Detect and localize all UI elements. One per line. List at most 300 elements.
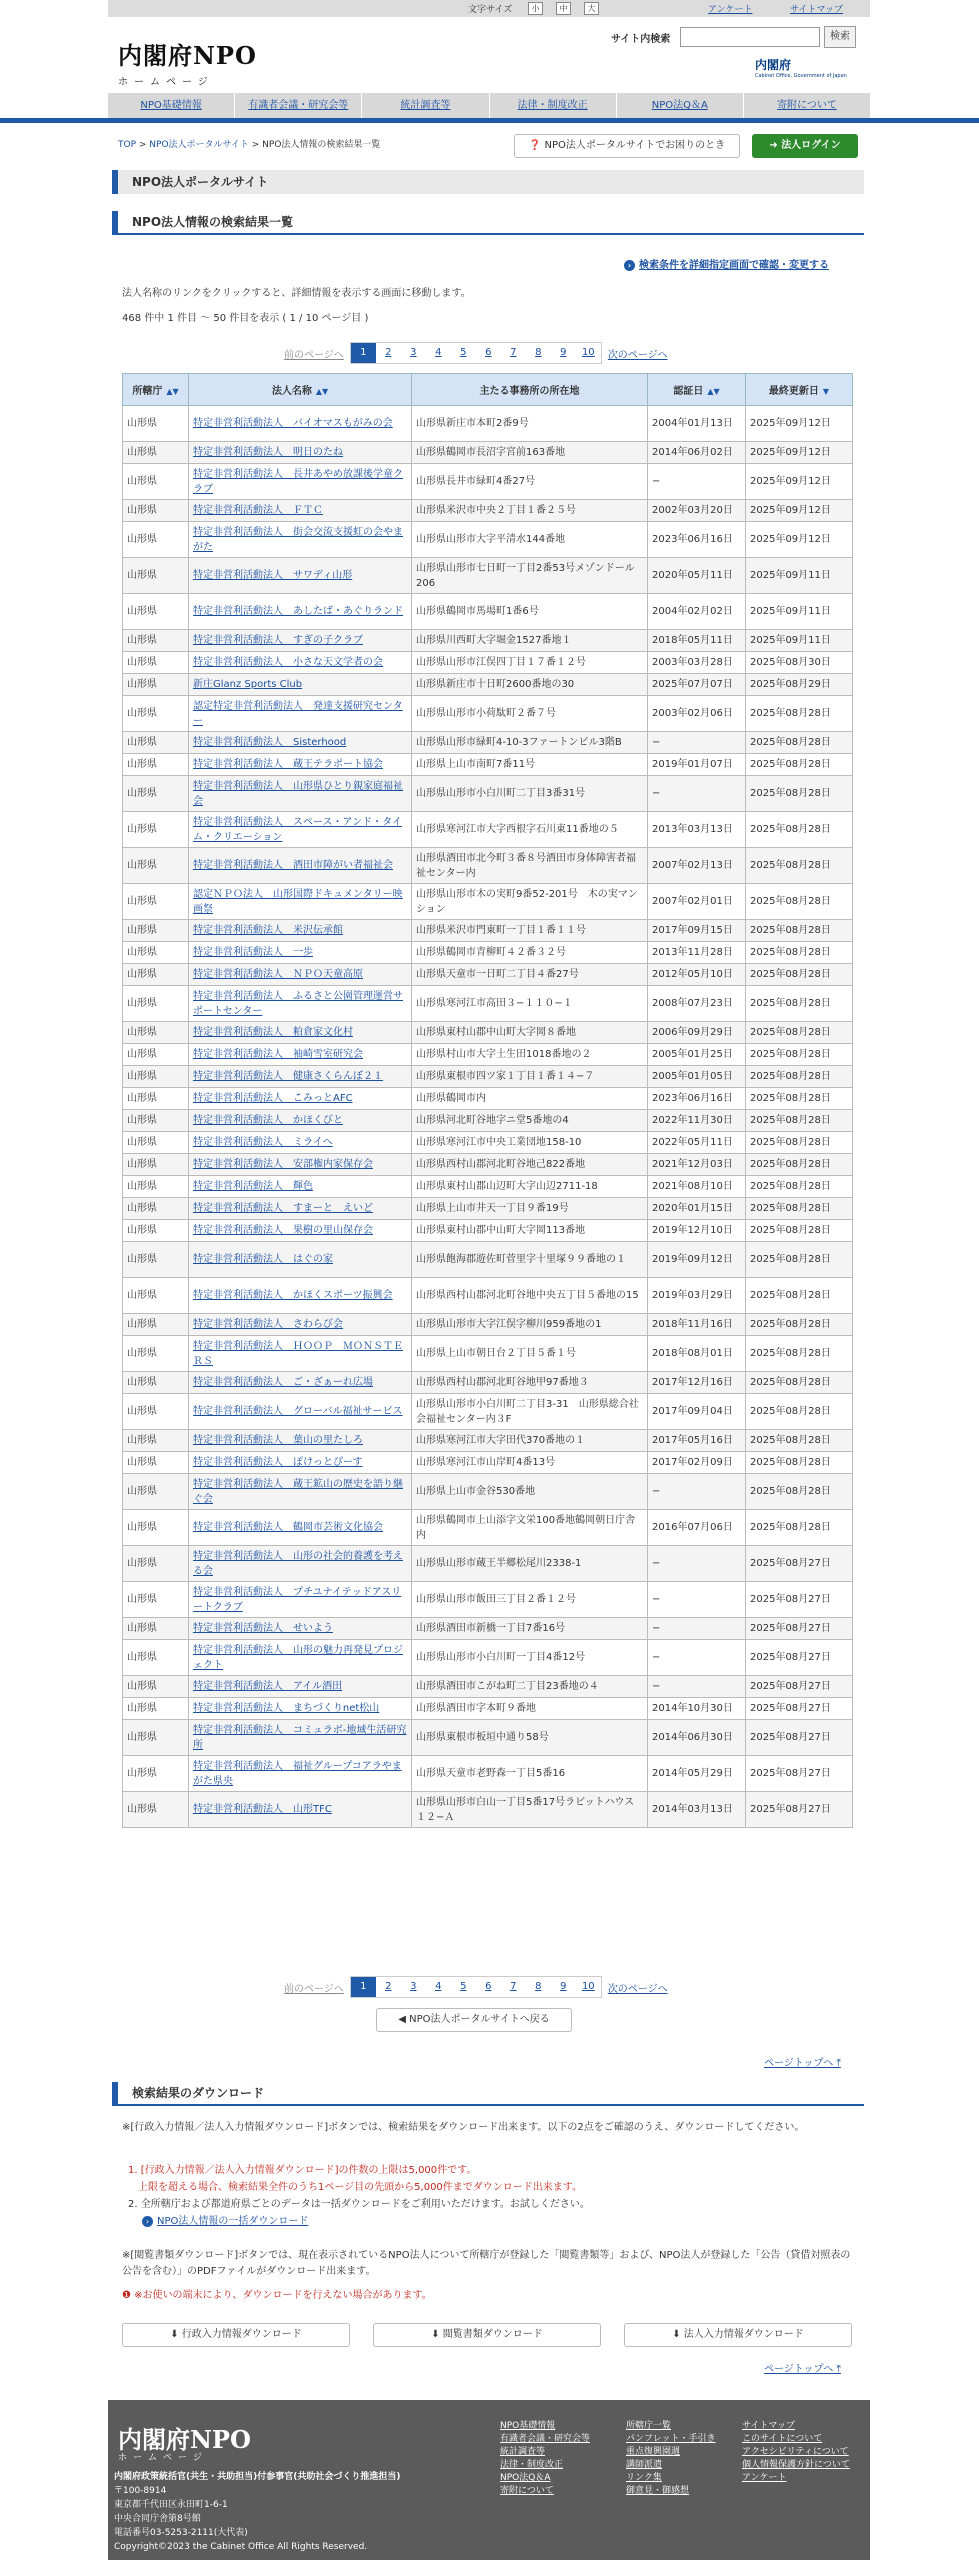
corp-name-link[interactable]: 特定非営利活動法人 すぎの子クラブ: [193, 635, 363, 646]
sitemap-link[interactable]: サイトマップ: [790, 5, 844, 15]
footer-link[interactable]: 有識者会議・研究会等: [500, 2434, 591, 2444]
cell-updated: 2025年09月11日: [746, 594, 853, 630]
table-row: [123, 1640, 853, 1676]
footer-link[interactable]: このサイトについて: [742, 2434, 823, 2444]
chevron-right-icon: ›: [624, 260, 635, 271]
table-row: [123, 630, 853, 652]
table-row: [123, 1110, 853, 1132]
pager-numbers: [350, 1976, 602, 1998]
corp-name-link[interactable]: 特定非営利活動法人 健康さくらんぼ２１: [193, 1071, 383, 1082]
corp-name-link[interactable]: 特定非営利活動法人 蔵王テラポート協会: [193, 759, 383, 770]
pager-page-5[interactable]: 5: [460, 1981, 467, 1992]
cell-authority: 山形県: [123, 652, 189, 674]
cell-address: 山形県新庄市十日町2600番地の30: [412, 674, 648, 696]
cell-cert-date: 2002年03月20日: [648, 500, 746, 522]
pager-next[interactable]: 次のページへ: [607, 1983, 668, 1995]
corp-name-link[interactable]: 特定非営利活動法人 Sisterhood: [193, 737, 347, 748]
cell-address: 山形県東村山郡中山町大字岡８番地: [412, 1022, 648, 1044]
pager-numbers: [350, 342, 602, 364]
cell-address: 山形県山形市白山一丁目5番17号ラビットハウス１２−Ａ: [412, 1792, 648, 1828]
pager-page-4[interactable]: 4: [435, 1981, 442, 1992]
cell-cert-date: 2014年03月13日: [648, 1792, 746, 1828]
footer-link[interactable]: 所轄庁一覧: [626, 2421, 672, 2431]
footer-link[interactable]: 講師派遣: [626, 2460, 663, 2470]
font-size-label: 文字サイズ: [468, 5, 513, 15]
gnav-qa[interactable]: NPO法Q＆A: [617, 93, 744, 119]
cell-updated: 2025年08月27日: [746, 1582, 853, 1618]
cell-updated: 2025年08月28日: [746, 1372, 853, 1394]
cell-address: 山形県天童市老野森一丁目5番16: [412, 1756, 648, 1792]
th-authority[interactable]: [123, 374, 189, 406]
corp-name-link[interactable]: 特定非営利活動法人 グローバル福祉サービス: [193, 1406, 403, 1417]
corp-name-link[interactable]: 特定非営利活動法人 プチユナイテッドアスリートクラブ: [193, 1586, 402, 1613]
corp-name-link[interactable]: 特定非営利活動法人 スペース・アンド・タイム・クリエーション: [193, 816, 402, 843]
cell-name: [189, 848, 412, 884]
table-row: [123, 1132, 853, 1154]
survey-link[interactable]: アンケート: [708, 5, 753, 15]
cell-address: 山形県山形市緑町4-10-3ファートンビル3階B: [412, 732, 648, 754]
cell-address: 山形県村山市大字土生田1018番地の２: [412, 1044, 648, 1066]
pager-page-6[interactable]: 6: [485, 1981, 492, 1992]
table-row: [123, 1546, 853, 1582]
cell-updated: 2025年08月28日: [746, 1452, 853, 1474]
pager-bottom: [278, 1976, 674, 1998]
cell-address: 山形県寒河江市山岸町4番13号: [412, 1452, 648, 1474]
site-logo[interactable]: [118, 36, 268, 86]
table-row: [123, 1044, 853, 1066]
font-small-button[interactable]: 小: [528, 2, 543, 15]
corp-name-link[interactable]: 特定非営利活動法人 山形TFC: [193, 1804, 332, 1815]
cell-cert-date: 2020年01月15日: [648, 1198, 746, 1220]
pager-page-2[interactable]: 2: [385, 1981, 392, 1992]
cell-address: 山形県西村山郡河北町谷地甲97番地３: [412, 1372, 648, 1394]
cell-address: 山形県西村山郡河北町谷地己822番地: [412, 1154, 648, 1176]
global-nav: [108, 93, 870, 119]
corp-name-link[interactable]: 特定非営利活動法人 ＦＴＣ: [193, 505, 323, 516]
corp-name-link[interactable]: 特定非営利活動法人 はぐの家: [193, 1254, 333, 1265]
footer-link[interactable]: 重点復興園週: [626, 2447, 681, 2457]
cell-authority: 山形県: [123, 558, 189, 594]
font-large-button[interactable]: 大: [584, 2, 599, 15]
cell-cert-date: −: [648, 776, 746, 812]
cell-updated: 2025年08月29日: [746, 674, 853, 696]
pager-page-7[interactable]: 7: [510, 1981, 517, 1992]
cell-cert-date: −: [648, 1546, 746, 1582]
cell-cert-date: −: [648, 1640, 746, 1676]
download-icon: ⬇: [431, 2329, 443, 2340]
footer-link[interactable]: 法律・制度改正: [500, 2460, 564, 2470]
th-name-label: 法人名称: [271, 386, 312, 397]
cell-address: 山形県鶴岡市上山添字文栄100番地鶴岡朝日庁舎内: [412, 1510, 648, 1546]
corp-name-link[interactable]: 特定非営利活動法人 コミュラボ-地域生活研究所: [193, 1724, 407, 1751]
cell-name: [189, 630, 412, 652]
cell-authority: 山形県: [123, 1176, 189, 1198]
corp-name-link[interactable]: 新庄Glanz Sports Club: [193, 679, 303, 690]
cell-cert-date: 2004年02月02日: [648, 594, 746, 630]
footer-link[interactable]: 寄附について: [500, 2486, 554, 2496]
cell-name: [189, 986, 412, 1022]
corp-name-link[interactable]: 特定非営利活動法人 かほくスポーツ振興会: [193, 1290, 393, 1301]
corp-name-link[interactable]: 特定非営利活動法人 小さな天文学者の会: [193, 657, 383, 668]
cell-cert-date: −: [648, 1676, 746, 1698]
corp-name-link[interactable]: 特定非営利活動法人 山形の社会的養護を考える会: [193, 1550, 403, 1577]
search-input[interactable]: [680, 27, 820, 47]
cell-authority: 山形県: [123, 1452, 189, 1474]
cell-updated: 2025年09月11日: [746, 558, 853, 594]
cell-name: [189, 1546, 412, 1582]
cell-authority: 山形県: [123, 942, 189, 964]
cell-authority: 山形県: [123, 1546, 189, 1582]
pager-prev[interactable]: 前のページへ: [284, 1983, 344, 1995]
cell-address: 山形県新庄市本町2番9号: [412, 406, 648, 442]
table-row: [123, 1792, 853, 1828]
cell-updated: 2025年08月28日: [746, 1474, 853, 1510]
cell-name: [189, 1066, 412, 1088]
cell-name: [189, 594, 412, 630]
cell-updated: 2025年09月12日: [746, 522, 853, 558]
corp-name-link[interactable]: 特定非営利活動法人 まちづくりnet松山: [193, 1703, 380, 1714]
pager-page-8[interactable]: 8: [535, 1981, 542, 1992]
cell-name: [189, 1474, 412, 1510]
cell-name: [189, 1756, 412, 1792]
cell-cert-date: 2016年07月06日: [648, 1510, 746, 1546]
pager-page-1[interactable]: 1: [351, 343, 376, 363]
table-row: [123, 1242, 853, 1278]
cell-address: 山形県鶴岡市長沼字宮前163番地: [412, 442, 648, 464]
table-row: [123, 442, 853, 464]
gnav-statistics[interactable]: 統計調査等: [362, 93, 489, 119]
cell-cert-date: 2019年12月10日: [648, 1220, 746, 1242]
cell-updated: 2025年09月11日: [746, 630, 853, 652]
admin-info-download-button[interactable]: [122, 2323, 350, 2347]
cell-name: [189, 558, 412, 594]
cell-name: [189, 754, 412, 776]
download-icon: ⬇: [672, 2329, 684, 2340]
page-top-link[interactable]: [764, 2360, 841, 2375]
docs-download-button[interactable]: [373, 2323, 601, 2347]
corp-name-link[interactable]: 特定非営利活動法人 山形の魅力再発見プロジェクト: [193, 1644, 403, 1671]
footer-link[interactable]: NPO基礎情報: [500, 2421, 556, 2431]
corp-name-link[interactable]: 認定ＮＰＯ法人 山形国際ドキュメンタリー映画祭: [193, 888, 403, 915]
cell-name: [189, 1698, 412, 1720]
gnav-expert-meeting[interactable]: 有識者会議・研究会等: [235, 93, 362, 119]
cell-authority: 山形県: [123, 1110, 189, 1132]
pager-page-6[interactable]: 6: [485, 347, 492, 358]
sort-desc-icon: ▼: [822, 387, 830, 396]
cell-updated: 2025年08月28日: [746, 848, 853, 884]
gnav-law[interactable]: 法律・制度改正: [490, 93, 617, 119]
search-condition-label: 検索条件を詳細指定画面で確認・変更する: [639, 260, 829, 271]
cell-name: [189, 522, 412, 558]
breadcrumb-current: NPO法人情報の検索結果一覧: [262, 140, 381, 150]
table-body: [123, 406, 853, 1828]
cell-name: [189, 1132, 412, 1154]
cell-name: [189, 1154, 412, 1176]
footer-link[interactable]: NPO法Q＆A: [500, 2473, 551, 2483]
cell-authority: 山形県: [123, 674, 189, 696]
cell-address: 山形県山形市小白川町二丁目3番31号: [412, 776, 648, 812]
cell-authority: 山形県: [123, 1582, 189, 1618]
download-warning-text: ※お使いの端末により、ダウンロードを行えない場合があります。: [134, 2290, 432, 2301]
question-icon: ❓: [528, 140, 545, 151]
corp-name-link[interactable]: 特定非営利活動法人 あしたば・あぐりランド: [193, 606, 403, 617]
breadcrumb: [118, 137, 380, 150]
cell-authority: 山形県: [123, 1336, 189, 1372]
help-button[interactable]: [514, 134, 740, 158]
cell-address: 山形県上山市井天一丁目９番19号: [412, 1198, 648, 1220]
pager-page-3[interactable]: 3: [410, 1981, 417, 1992]
cell-cert-date: 2018年11月16日: [648, 1314, 746, 1336]
cell-updated: 2025年08月30日: [746, 652, 853, 674]
cell-cert-date: 2007年02月13日: [648, 848, 746, 884]
cell-updated: 2025年08月27日: [746, 1676, 853, 1698]
cabinet-office-logo[interactable]: [755, 56, 855, 82]
corp-name-link[interactable]: 特定非営利活動法人 福祉グループコアラやまがた県央: [193, 1760, 402, 1787]
corp-download-label: 法人入力情報ダウンロード: [683, 2329, 804, 2340]
cell-cert-date: 2014年05月29日: [648, 1756, 746, 1792]
login-icon: ➜: [769, 140, 782, 151]
corp-name-link[interactable]: 特定非営利活動法人 ＨＯＯＰ ＭＯＮＳＴＥＲＳ: [193, 1340, 403, 1367]
corp-name-link[interactable]: 特定非営利活動法人 ＮＰＯ天童高原: [193, 969, 363, 980]
corp-name-link[interactable]: 特定非営利活動法人 粕倉家文化村: [193, 1027, 353, 1038]
footer-link[interactable]: アクセシビリティについて: [742, 2447, 849, 2457]
pager-page-4[interactable]: 4: [435, 347, 442, 358]
th-updated[interactable]: [746, 374, 853, 406]
corp-name-link[interactable]: 特定非営利活動法人 酒田市障がい者福祉会: [193, 860, 393, 871]
cell-authority: 山形県: [123, 776, 189, 812]
cell-cert-date: 2021年12月03日: [648, 1154, 746, 1176]
pager-page-7[interactable]: 7: [510, 347, 517, 358]
corp-name-link[interactable]: 特定非営利活動法人 すまーと えいど: [193, 1203, 373, 1214]
table-row: [123, 1698, 853, 1720]
corporate-login-button[interactable]: [752, 134, 858, 158]
result-count: 468 件中 1 件目 〜 50 件目を表示 ( 1 / 10 ページ目 ): [122, 313, 369, 324]
pager-prev[interactable]: 前のページへ: [284, 349, 344, 361]
cell-cert-date: −: [648, 1618, 746, 1640]
back-to-portal-button[interactable]: [376, 2008, 572, 2032]
breadcrumb-portal[interactable]: NPO法人ポータルサイト: [149, 140, 249, 150]
pager-page-2[interactable]: 2: [385, 347, 392, 358]
corp-name-link[interactable]: 特定非営利活動法人 袖崎雪室研究会: [193, 1049, 363, 1060]
pager-page-8[interactable]: 8: [535, 347, 542, 358]
pager-page-9[interactable]: 9: [560, 1981, 567, 1992]
corp-info-download-button[interactable]: [624, 2323, 852, 2347]
footer-link[interactable]: サイトマップ: [742, 2421, 796, 2431]
cell-name: [189, 1394, 412, 1430]
cell-cert-date: 2019年09月12日: [648, 1242, 746, 1278]
cell-name: [189, 1618, 412, 1640]
cell-authority: 山形県: [123, 732, 189, 754]
cell-address: 山形県東村山郡山辺町大字山辺2711-18: [412, 1176, 648, 1198]
footer-link[interactable]: パンフレット・手引き: [626, 2434, 716, 2444]
download-icon: ⬇: [170, 2329, 182, 2340]
corp-name-link[interactable]: 特定非営利活動法人 街会交流支援虹の会やまがた: [193, 526, 403, 553]
footer-link[interactable]: アンケート: [742, 2473, 787, 2483]
cell-name: [189, 1510, 412, 1546]
cell-updated: 2025年08月28日: [746, 964, 853, 986]
cell-updated: 2025年09月12日: [746, 406, 853, 442]
corp-name-link[interactable]: 特定非営利活動法人 米沢伝承館: [193, 925, 343, 936]
footer-address: [114, 2470, 400, 2554]
search-button[interactable]: 検索: [824, 26, 856, 48]
download-note-2: 2. 全所轄庁および都道府県ごとのデータは一括ダウンロードをご利用いただけます。お試しください。: [128, 2199, 590, 2210]
table-row: [123, 964, 853, 986]
cell-updated: 2025年08月28日: [746, 1088, 853, 1110]
cell-authority: 山形県: [123, 1220, 189, 1242]
th-cert-date[interactable]: [648, 374, 746, 406]
cell-address: 山形県山形市小白川町二丁目3-31 山形県総合社会福祉センター内３F: [412, 1394, 648, 1430]
cell-address: 山形県酒田市新橋一丁目7番16号: [412, 1618, 648, 1640]
cell-updated: 2025年08月28日: [746, 1198, 853, 1220]
cell-name: [189, 442, 412, 464]
th-address-label: 主たる事務所の所在地: [479, 386, 580, 397]
cell-address: 山形県寒河江市大字田代370番地の１: [412, 1430, 648, 1452]
corp-name-link[interactable]: 特定非営利活動法人 蔵王鉱山の歴史を語り継ぐ会: [193, 1478, 403, 1505]
footer-link[interactable]: リンク集: [626, 2473, 662, 2483]
cell-cert-date: 2022年05月11日: [648, 1132, 746, 1154]
pager-page-3[interactable]: 3: [410, 347, 417, 358]
admin-download-label: 行政入力情報ダウンロード: [181, 2329, 302, 2340]
cell-address: 山形県寒河江市中央工業団地158-10: [412, 1132, 648, 1154]
cell-cert-date: 2003年03月28日: [648, 652, 746, 674]
corp-name-link[interactable]: 特定非営利活動法人 ご・ざぁーれ広場: [193, 1377, 373, 1388]
table-row: [123, 500, 853, 522]
pager-page-5[interactable]: 5: [460, 347, 467, 358]
corp-name-link[interactable]: 特定非営利活動法人 果樹の里山保存会: [193, 1225, 373, 1236]
cell-authority: 山形県: [123, 1198, 189, 1220]
cell-authority: 山形県: [123, 812, 189, 848]
cell-authority: 山形県: [123, 1474, 189, 1510]
corp-name-link[interactable]: 特定非営利活動法人 アイル酒田: [193, 1681, 343, 1692]
table-row: [123, 464, 853, 500]
corp-name-link[interactable]: 認定特定非営利活動法人 発達支援研究センター: [193, 700, 403, 727]
footer-link[interactable]: 個人情報保護方針について: [742, 2460, 850, 2470]
cell-updated: 2025年08月28日: [746, 754, 853, 776]
cell-authority: 山形県: [123, 1430, 189, 1452]
footer-link[interactable]: 統計調査等: [500, 2447, 546, 2457]
cell-authority: 山形県: [123, 594, 189, 630]
download-note-1b: 上限を超える場合、検索結果全件のうち1ページ目の先頭から5,000件までダウンロード出来ます。: [138, 2182, 582, 2193]
table-row: [123, 1176, 853, 1198]
cell-authority: 山形県: [123, 1314, 189, 1336]
cell-address: 山形県山形市小荷駄町２番７号: [412, 696, 648, 732]
portal-title: NPO法人ポータルサイト: [112, 170, 864, 194]
cell-authority: 山形県: [123, 1066, 189, 1088]
cell-updated: 2025年08月28日: [746, 1022, 853, 1044]
cell-authority: 山形県: [123, 920, 189, 942]
corp-name-link[interactable]: 特定非営利活動法人 ぽけっとぴーす: [193, 1457, 363, 1468]
bulk-download-link[interactable]: [142, 2214, 308, 2230]
cell-name: [189, 1582, 412, 1618]
table-row: [123, 594, 853, 630]
table-row: [123, 884, 853, 920]
cell-address: 山形県酒田市北今町３番８号酒田市身体障害者福祉センター内: [412, 848, 648, 884]
cabinet-logo-sub: Cabinet Office, Government of Japan: [755, 73, 847, 79]
corp-name-link[interactable]: 特定非営利活動法人 葉山の里たしろ: [193, 1435, 363, 1446]
corp-name-link[interactable]: 特定非営利活動法人 ふるさと公園管理運営サポートセンター: [193, 990, 403, 1017]
font-mid-button[interactable]: 中: [556, 2, 571, 15]
breadcrumb-sep: >: [248, 140, 263, 150]
corp-name-link[interactable]: 特定非営利活動法人 長井あやめ放課後学童クラブ: [193, 468, 403, 495]
pager-page-1[interactable]: 1: [351, 1977, 376, 1997]
cell-authority: 山形県: [123, 1278, 189, 1314]
table-header-row: [123, 374, 853, 406]
corp-name-link[interactable]: 特定非営利活動法人 鶴岡市芸術文化協会: [193, 1522, 383, 1533]
corp-name-link[interactable]: 特定非営利活動法人 ミライへ: [193, 1137, 333, 1148]
corp-name-link[interactable]: 特定非営利活動法人 バイオマスもがみの会: [193, 418, 393, 429]
cell-authority: 山形県: [123, 522, 189, 558]
cell-authority: 山形県: [123, 848, 189, 884]
corp-name-link[interactable]: 特定非営利活動法人 かほくびと: [193, 1115, 343, 1126]
footer-col-2: [626, 2420, 716, 2498]
footer-col-3: [742, 2420, 850, 2485]
th-name[interactable]: [189, 374, 412, 406]
pager-page-9[interactable]: 9: [560, 347, 567, 358]
cell-cert-date: 2025年07月07日: [648, 674, 746, 696]
footer-link[interactable]: 御意見・御感想: [626, 2486, 690, 2496]
corp-name-link[interactable]: 特定非営利活動法人 一歩: [193, 947, 313, 958]
table-row: [123, 1314, 853, 1336]
cell-authority: 山形県: [123, 1792, 189, 1828]
search-condition-link[interactable]: [624, 256, 829, 271]
cell-cert-date: 2004年01月13日: [648, 406, 746, 442]
pager-page-10[interactable]: 10: [581, 347, 595, 358]
corp-name-link[interactable]: 特定非営利活動法人 安部権内家保存会: [193, 1159, 373, 1170]
cell-cert-date: 2023年06月16日: [648, 522, 746, 558]
table-row: [123, 406, 853, 442]
footer-logo[interactable]: 内閣府NPO: [118, 2425, 251, 2454]
cell-cert-date: 2006年09月29日: [648, 1022, 746, 1044]
cell-name: [189, 500, 412, 522]
pager-page-10[interactable]: 10: [581, 1981, 595, 1992]
gnav-npo-basic[interactable]: NPO基礎情報: [108, 93, 235, 119]
cell-address: 山形県東根市四ツ家１丁目１番１４−７: [412, 1066, 648, 1088]
cell-address: 山形県上山市朝日台２丁目５番１号: [412, 1336, 648, 1372]
corp-name-link[interactable]: 特定非営利活動法人 さわらび会: [193, 1319, 343, 1330]
pager-next[interactable]: 次のページへ: [607, 349, 668, 361]
cell-name: [189, 464, 412, 500]
page-top-link[interactable]: [764, 2054, 841, 2069]
cell-address: 山形県東村山郡中山町大字岡113番地: [412, 1220, 648, 1242]
cell-name: [189, 812, 412, 848]
cell-updated: 2025年08月28日: [746, 1336, 853, 1372]
cell-address: 山形県山形市大字江俣字柳川959番地の1: [412, 1314, 648, 1336]
table-row: [123, 1582, 853, 1618]
corp-name-link[interactable]: 特定非営利活動法人 輝色: [193, 1181, 313, 1192]
cell-authority: 山形県: [123, 1698, 189, 1720]
cell-updated: 2025年08月28日: [746, 1066, 853, 1088]
cell-address: 山形県酒田市こがね町二丁目23番地の４: [412, 1676, 648, 1698]
table-row: [123, 1618, 853, 1640]
cell-cert-date: 2019年01月07日: [648, 754, 746, 776]
footer-col-1: [500, 2420, 590, 2498]
breadcrumb-top[interactable]: TOP: [118, 140, 137, 150]
corp-name-link[interactable]: 特定非営利活動法人 サワディ山形: [193, 570, 353, 581]
cell-authority: 山形県: [123, 1676, 189, 1698]
cell-authority: 山形県: [123, 1640, 189, 1676]
corp-name-link[interactable]: 特定非営利活動法人 明日のたね: [193, 447, 343, 458]
cell-updated: 2025年09月12日: [746, 500, 853, 522]
table-row: [123, 674, 853, 696]
corp-name-link[interactable]: 特定非営利活動法人 せいよう: [193, 1623, 333, 1634]
corp-name-link[interactable]: 特定非営利活動法人 こみっとAFC: [193, 1093, 353, 1104]
cell-cert-date: 2017年02月09日: [648, 1452, 746, 1474]
gnav-donation[interactable]: 寄附について: [777, 100, 837, 111]
cell-updated: 2025年08月28日: [746, 1176, 853, 1198]
cell-updated: 2025年08月28日: [746, 1314, 853, 1336]
table-row: [123, 1756, 853, 1792]
corp-name-link[interactable]: 特定非営利活動法人 山形県ひとり親家庭福祉会: [193, 780, 403, 807]
